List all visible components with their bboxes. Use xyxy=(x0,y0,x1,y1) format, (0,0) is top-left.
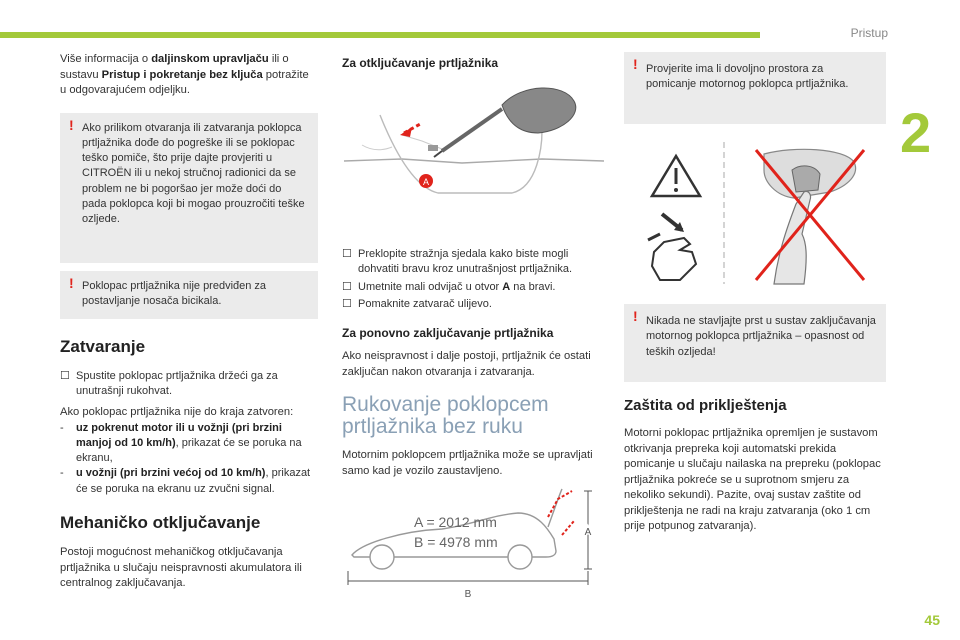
dash-item: - uz pokrenut motor ili u vožnji (pri brzini manjoj od 10 km/h), prikazat će se poruka na ekranu, xyxy=(60,421,302,465)
warning-box-space: ! Provjerite ima li dovoljno prostora za pomicanje motornog poklopca prtljažnika. xyxy=(624,52,886,124)
dimension-a-value: A = 2012 mm xyxy=(414,514,497,531)
paragraph-not-closed: Ako poklopac prtljažnika nije do kraja zatvoren: xyxy=(60,406,294,419)
hand-press-icon xyxy=(648,214,696,280)
paragraph-mehanicko: Postoji mogućnost mehaničkog otključavanja prtljažnika u slučaju neispravnosti akumulatora ili centralnog zaključavanja. xyxy=(60,546,302,590)
heading-handsfree: Rukovanje poklopcem prtljažnika bez ruku xyxy=(342,393,549,439)
warning-box-bike: ! Poklopac prtljažnika nije predviđen za postavljanje nosača bicikala. xyxy=(60,271,318,319)
paragraph-relock: Ako neispravnost i dalje postoji, prtljažnik će ostati zaključan nakon otvaranja i zatvaranja. xyxy=(342,350,591,378)
intro-paragraph: Više informacija o daljinskom upravljaču ili o sustavu Pristup i pokretanje bez ključa potražite u odgovarajućem odjeljku. xyxy=(60,53,309,96)
check-bullet-icon: ☐ xyxy=(342,248,352,260)
warning-box-finger: ! Nikada ne stavljajte prst u sustav zaključavanja motornog poklopca prtljažnika – opasnost od teških ozljeda! xyxy=(624,304,886,382)
column-3 xyxy=(624,52,886,541)
screwdriver-lock-illustration xyxy=(342,75,604,207)
dimension-a-label: A xyxy=(584,527,592,539)
bullet-item: ☐ Pomaknite zatvarač ulijevo. xyxy=(342,297,604,312)
finger-warning-illustration xyxy=(624,134,886,292)
heading-pinch-protection: Zaštita od priklještenja xyxy=(624,397,787,414)
chapter-number: 2 xyxy=(900,101,932,164)
bullet-item: ☐ Umetnite mali odvijač u otvor A na bravi. xyxy=(342,280,604,295)
heading-zatvaranje: Zatvaranje xyxy=(60,336,146,356)
heading-relock: Za ponovno zaključavanje prtljažnika xyxy=(342,326,554,341)
section-title: Pristup xyxy=(850,26,888,40)
check-bullet-icon: ☐ xyxy=(60,369,70,382)
paragraph-handsfree: Motornim poklopcem prtljažnika može se upravljati samo kad je vozilo zaustavljeno. xyxy=(342,449,593,477)
column-2 xyxy=(342,52,604,605)
liftgate-lock-diagram xyxy=(756,149,864,284)
marker-a-label: A xyxy=(422,177,430,187)
warning-box-failure: ! Ako prilikom otvaranja ili zatvaranja poklopca prtljažnika dođe do pogreške ili se poklopac teško pomiče, što prije dajte provjeriti u CITROËN ili u nekoj stručnoj radionici da se problem ne bi pogoršao jer može doći do pada poklopca koji bi mogao prouzročiti teške ozljede. xyxy=(60,113,318,263)
heading-mehanicko: Mehaničko otključavanje xyxy=(60,513,261,533)
check-bullet-icon: ☐ xyxy=(342,297,352,310)
bullet-item: ☐ Spustite poklopac prtljažnika držeći ga za unutrašnji rukohvat. xyxy=(60,369,278,397)
check-bullet-icon: ☐ xyxy=(342,280,352,293)
car-dimensions-illustration xyxy=(342,485,604,605)
exclamation-icon: ! xyxy=(633,56,638,72)
exclamation-icon: ! xyxy=(633,308,638,324)
dimension-b-label: B xyxy=(464,589,472,601)
page-number: 45 xyxy=(924,612,940,628)
dash-item: - u vožnji (pri brzini većoj od 10 km/h), prikazat će se poruka na ekranu uz zvučni signal. xyxy=(60,467,311,495)
paragraph-pinch-protection: Motorni poklopac prtljažnika opremljen je sustavom otkrivanja prepreka koji automatski prekida pomicanje u slučaju nailaska na prepreku (poklopac prtljažnika pokreće se u suprotnom smjeru za nekoliko sekundi). Pazite, ovaj sustav zaštite od priklještenja ne radi na kraju zatvaranja (oko 1 cm prije potpunog zatvaranja). xyxy=(624,427,881,532)
exclamation-icon: ! xyxy=(69,274,74,291)
column-1 xyxy=(60,52,318,598)
bullet-item: ☐ Preklopite stražnja sjedala kako biste mogli dohvatiti bravu kroz unutrašnjost prtljažnika. xyxy=(342,248,572,276)
heading-unlock: Za otključavanje prtljažnika xyxy=(342,56,499,70)
exclamation-icon: ! xyxy=(69,116,74,133)
dimension-b-value: B = 4978 mm xyxy=(414,534,498,551)
header-accent-bar xyxy=(0,32,760,38)
warning-triangle-icon xyxy=(652,156,700,196)
